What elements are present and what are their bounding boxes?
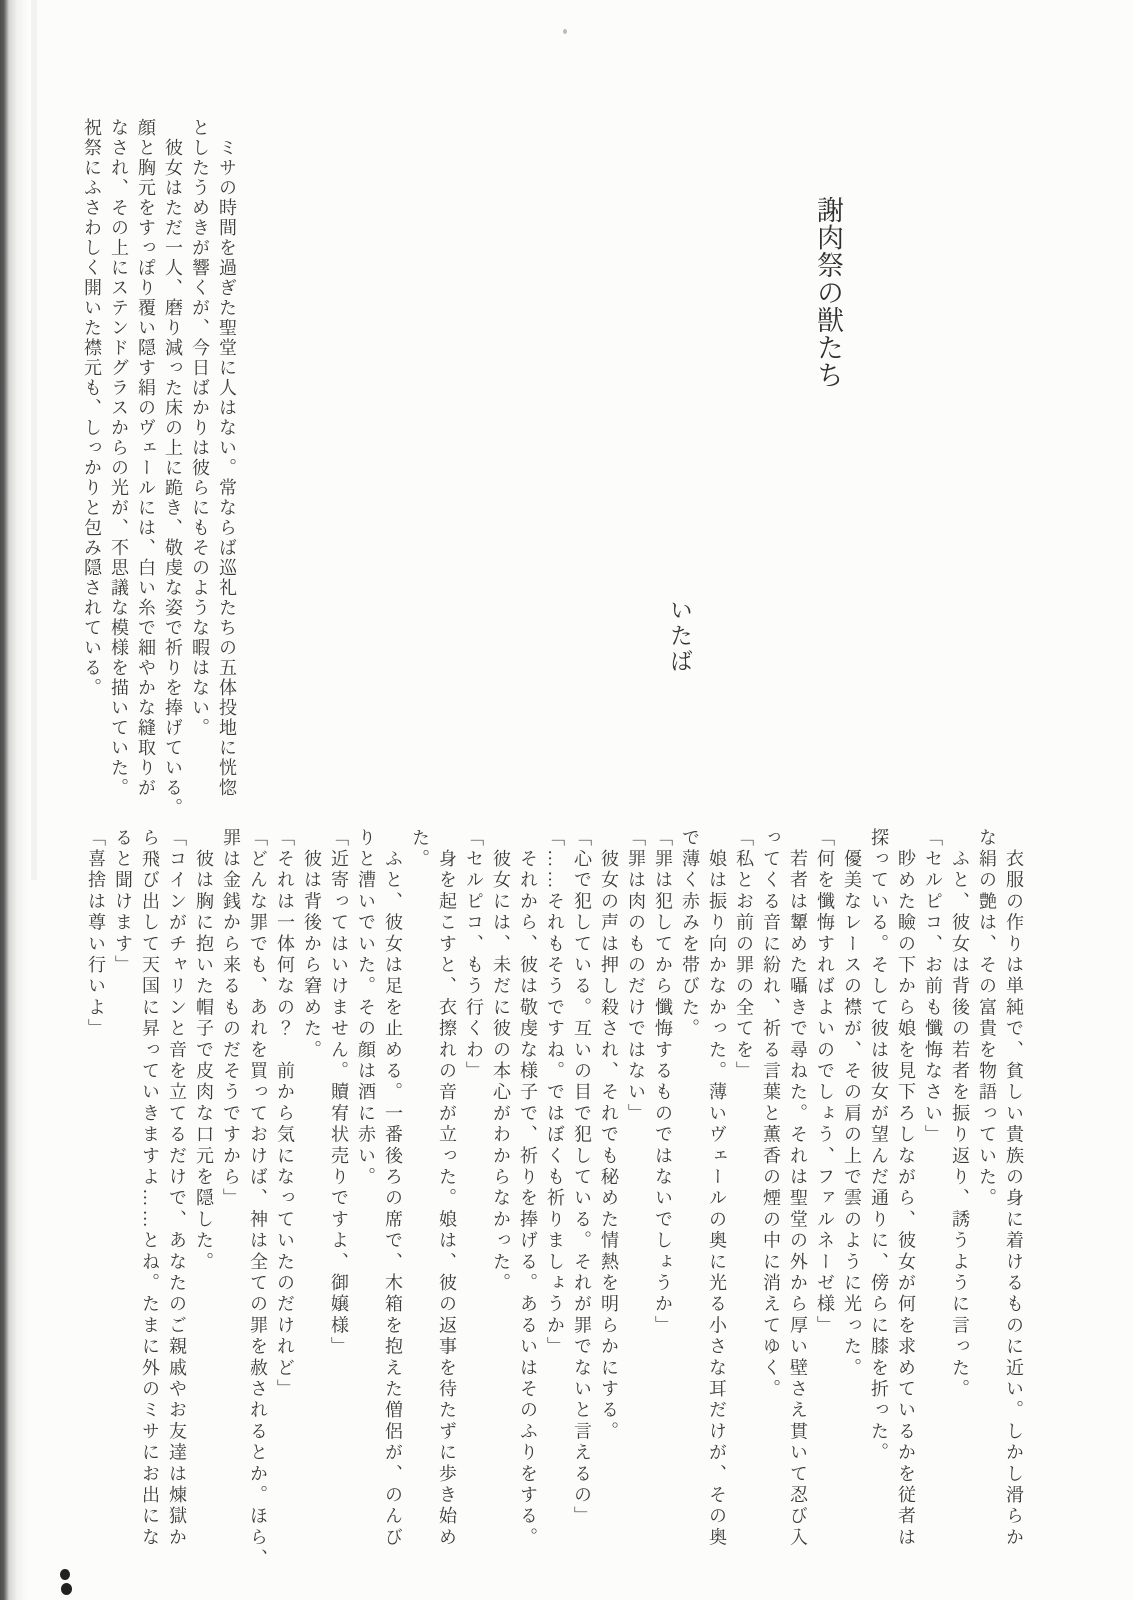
scan-gutter-shadow bbox=[0, 0, 28, 1600]
scan-streak-artifact bbox=[31, 0, 37, 880]
text-column: ふと、彼女は背後の若者を振り返り、誘うように言った。 bbox=[950, 828, 970, 1401]
author-name: いたば bbox=[667, 598, 692, 675]
text-column: 「それは一体何なの？ 前から気になっていたのだけれど」 bbox=[275, 828, 295, 1401]
ink-mark bbox=[60, 1569, 70, 1580]
text-column: ってくる音に紛れ、祈る言葉と薫香の煙の中に消えてゆく。 bbox=[761, 828, 781, 1401]
body-paragraphs bbox=[82, 828, 1027, 1568]
text-column: 彼女には、未だに彼の本心がわからなかった。 bbox=[491, 828, 511, 1295]
text-column: 罪は金銭から来るものだそうですから」 bbox=[221, 828, 241, 1210]
text-column: 「罪は犯してから懺悔するものではないでしょうか」 bbox=[653, 828, 673, 1337]
text-column: ふと、彼女は足を止める。一番後ろの席で、木箱を抱えた僧侶が、のんび bbox=[383, 828, 403, 1549]
page-title: 謝肉祭の獣たち bbox=[813, 196, 843, 389]
text-column: 「近寄ってはいけません。贖宥状売りですよ、御嬢様」 bbox=[329, 828, 349, 1358]
text-column: 「セルピコ、もう行くわ」 bbox=[464, 828, 484, 1083]
text-column: 「セルピコ、お前も懺悔なさい」 bbox=[923, 828, 943, 1146]
text-column: 探っている。そして彼は彼女が望んだ通りに、傍らに膝を折った。 bbox=[869, 828, 889, 1464]
scan-speck-artifact bbox=[563, 29, 567, 34]
text-column: た。 bbox=[410, 828, 430, 871]
ink-mark bbox=[61, 1583, 72, 1595]
text-column: ミサの時間を過ぎた聖堂に人はない。常ならば巡礼たちの五体投地に恍惚 bbox=[217, 118, 237, 798]
text-column: 祝祭にふさわしく開いた襟元も、しっかりと包み隠されている。 bbox=[82, 118, 102, 698]
text-column: りと漕いでいた。その顔は酒に赤い。 bbox=[356, 828, 376, 1189]
text-column: としたうめきが響くが、今日ばかりは彼らにもそのような暇はない。 bbox=[190, 118, 210, 738]
text-column: ら飛び出して天国に昇っていきますよ……とね。たまに外のミサにお出にな bbox=[140, 828, 160, 1549]
text-column: 彼女はただ一人、磨り減った床の上に跪き、敬虔な姿で祈りを捧げている。 bbox=[163, 118, 183, 818]
text-column: な絹の艶は、その富貴を物語っていた。 bbox=[977, 828, 997, 1210]
text-column: 娘は振り向かなかった。薄いヴェールの奥に光る小さな耳だけが、その奥 bbox=[707, 828, 727, 1549]
text-column: 「罪は肉のものだけではない」 bbox=[626, 828, 646, 1125]
text-column: 眇めた瞼の下から娘を見下ろしながら、彼女が何を求めているかを従者は bbox=[896, 828, 916, 1549]
text-column: 優美なレースの襟が、その肩の上で雲のように光った。 bbox=[842, 828, 862, 1380]
opening-paragraphs bbox=[78, 118, 240, 818]
text-column: 彼は背後から窘めた。 bbox=[302, 828, 322, 1062]
text-column: ると聞けます」 bbox=[113, 828, 133, 977]
text-column: 「コインがチャリンと音を立てるだけで、あなたのご親戚やお友達は煉獄か bbox=[167, 828, 187, 1549]
text-column: で薄く赤みを帯びた。 bbox=[680, 828, 700, 1040]
text-column: 「喜捨は尊い行いよ」 bbox=[86, 828, 106, 1040]
text-column: 「どんな罪でも、あれを買っておけば、神は全ての罪を赦されるとか。ほら、 bbox=[248, 828, 268, 1570]
text-column: 「何を懺悔すればよいのでしょう、ファルネーゼ様」 bbox=[815, 828, 835, 1337]
text-column: 顔と胸元をすっぽり覆い隠す絹のヴェールには、白い糸で細やかな縫取りが bbox=[136, 118, 156, 798]
text-column: 「……それもそうですね。ではぼくも祈りましょうか」 bbox=[545, 828, 565, 1358]
text-column: 衣服の作りは単純で、貧しい貴族の身に着けるものに近い。しかし滑らか bbox=[1004, 828, 1024, 1549]
text-column: 彼は胸に抱いた帽子で皮肉な口元を隠した。 bbox=[194, 828, 214, 1274]
text-column: 「私とお前の罪の全てを」 bbox=[734, 828, 754, 1083]
text-column: 若者は顰めた囁きで尋ねた。それは聖堂の外から厚い壁さえ貫いて忍び入 bbox=[788, 828, 808, 1549]
text-column: 彼女の声は押し殺され、それでも秘めた情熱を明らかにする。 bbox=[599, 828, 619, 1443]
text-column: 身を起こすと、衣擦れの音が立った。娘は、彼の返事を待たずに歩き始め bbox=[437, 828, 457, 1549]
text-column: それから、彼は敬虔な様子で、祈りを捧げる。あるいはそのふりをする。 bbox=[518, 828, 538, 1549]
text-column: 「心で犯している。互いの目で犯している。それが罪でないと言えるの」 bbox=[572, 828, 592, 1528]
text-column: なされ、その上にステンドグラスからの光が、不思議な模様を描いていた。 bbox=[109, 118, 129, 798]
